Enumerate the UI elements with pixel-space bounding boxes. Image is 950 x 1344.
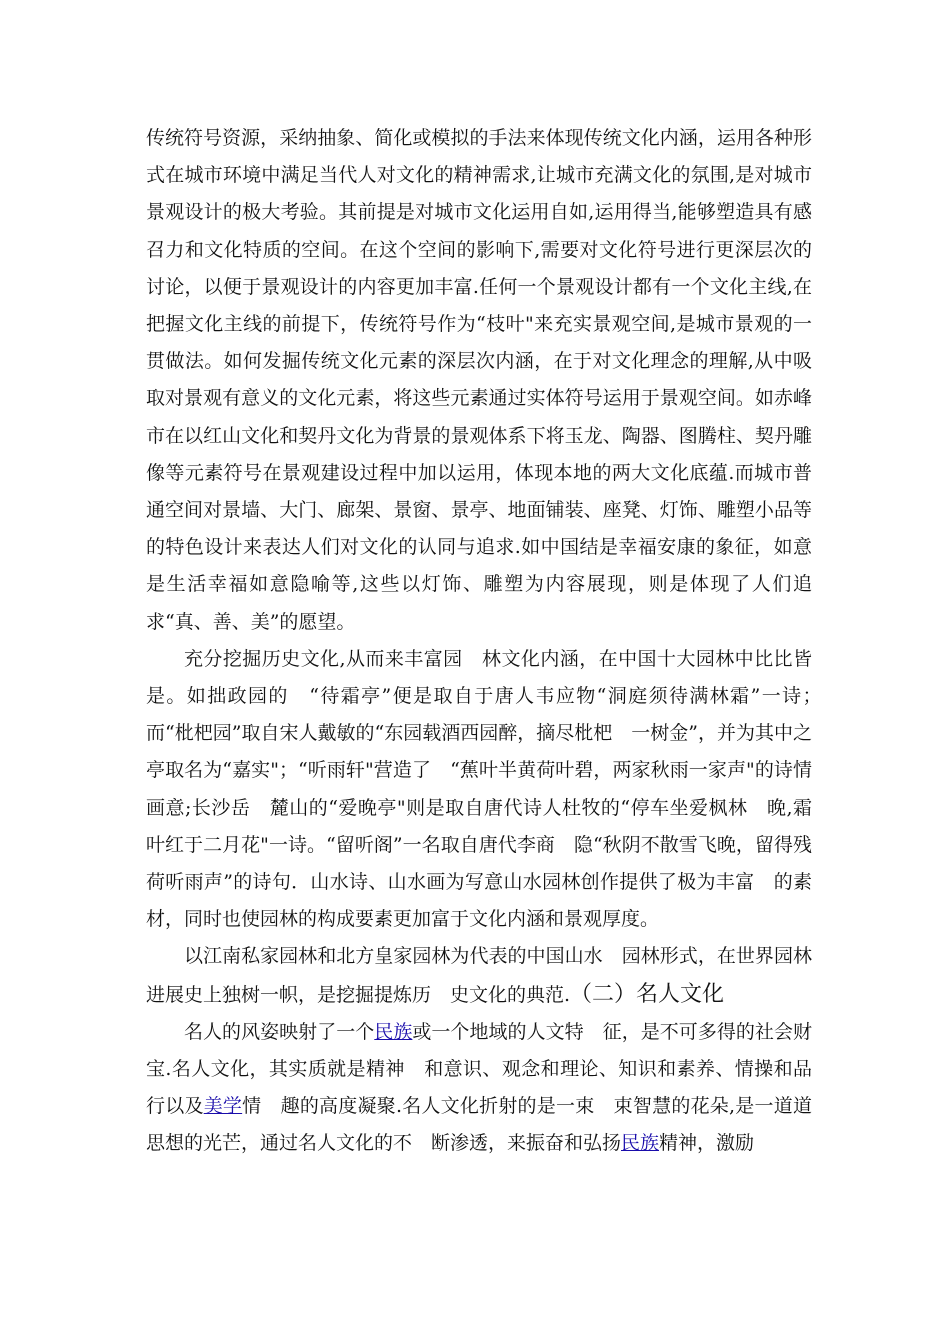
paragraph-text: 名人的风姿映射了一个 (184, 1020, 375, 1043)
paragraph-text: 或一个地域的人文特 征，是不可多得的社会财宝.名人文化，其实质就是精神 和意识、观念和理论、知识和素养、情操和品行以及 (146, 1020, 812, 1118)
link-aesthetics[interactable]: 美学 (203, 1095, 243, 1118)
paragraph-chinese-gardens (146, 938, 812, 1013)
paragraph-text: 精神，激励 (659, 1132, 755, 1155)
section-heading-celebrity-culture: （二）名人文化 (570, 981, 725, 1007)
paragraph-celebrity-culture (146, 1014, 812, 1163)
link-nation[interactable]: 民族 (374, 1020, 413, 1043)
paragraph-text: 情 趣的高度凝聚.名人文化折射的是一束 束智慧的花朵,是一道道思想的光芒，通过名人文化的不 断渗透，来振奋和弘扬 (146, 1095, 812, 1155)
paragraph-traditional-symbols: 传统符号资源，采纳抽象、简化或模拟的手法来体现传统文化内涵，运用各种形式在城市环境中满足当代人对文化的精神需求,让城市充满文化的氛围,是对城市景观设计的极大考验。其前提是对城市文化运用自如,运用得当,能够塑造具有感召力和文化特质的空间。在这个空间的影响下,需要对文化符号进行更深层次的讨论，以便于景观设计的内容更加丰富.任何一个景观设计都有一个文化主线,在把握文化主线的前提下，传统符号作为“枝叶"来充实景观空间,是城市景观的一贯做法。如何发掘传统文化元素的深层次内涵，在于对文化理念的理解,从中吸取对景观有意义的文化元素，将这些元素通过实体符号运用于景观空间。如赤峰市在以红山文化和契丹文化为背景的景观体系下将玉龙、陶器、图腾柱、契丹雕像等元素符号在景观建设过程中加以运用，体现本地的两大文化底蕴.而城市普通空间对景墙、大门、廊架、景窗、景亭、地面铺装、座凳、灯饰、雕塑小品等的特色设计来表达人们对文化的认同与追求.如中国结是幸福安康的象征，如意是生活幸福如意隐喻等,这些以灯饰、雕塑为内容展现，则是体现了人们追求“真、善、美”的愿望。 (146, 127, 812, 633)
link-nation[interactable]: 民族 (621, 1132, 660, 1155)
paragraph-text: 以江南私家园林和北方皇家园林为代表的中国山水 园林形式，在世界园林进展史上独树一帜，是挖掘提炼历 史文化的典范. (146, 945, 812, 1006)
paragraph-historical-culture: 充分挖掘历史文化,从而来丰富园 林文化内涵，在中国十大园林中比比皆是。如拙政园的 “待霜亭”便是取自于唐人韦应物“洞庭须待满林霜”一诗； 而“枇杷园”取自宋人戴敏的“东园载酒西园醉，摘尽枇杷 一树金”，并为其中之亭取名为“嘉实"；“听雨轩"营造了 “蕉叶半黄荷叶碧，两家秋雨一家声"的诗情画意;长沙岳 麓山的“爱晚亭"则是取自唐代诗人杜牧的“停车坐爱枫林 晚,霜叶红于二月花"一诗。“留听阁”一名取自唐代李商 隐“秋阴不散雪飞晚，留得残荷听雨声”的诗句．山水诗、山水画为写意山水园林创作提供了极为丰富 的素材，同时也使园林的构成要素更加富于文化内涵和景观厚度。 (146, 647, 832, 931)
